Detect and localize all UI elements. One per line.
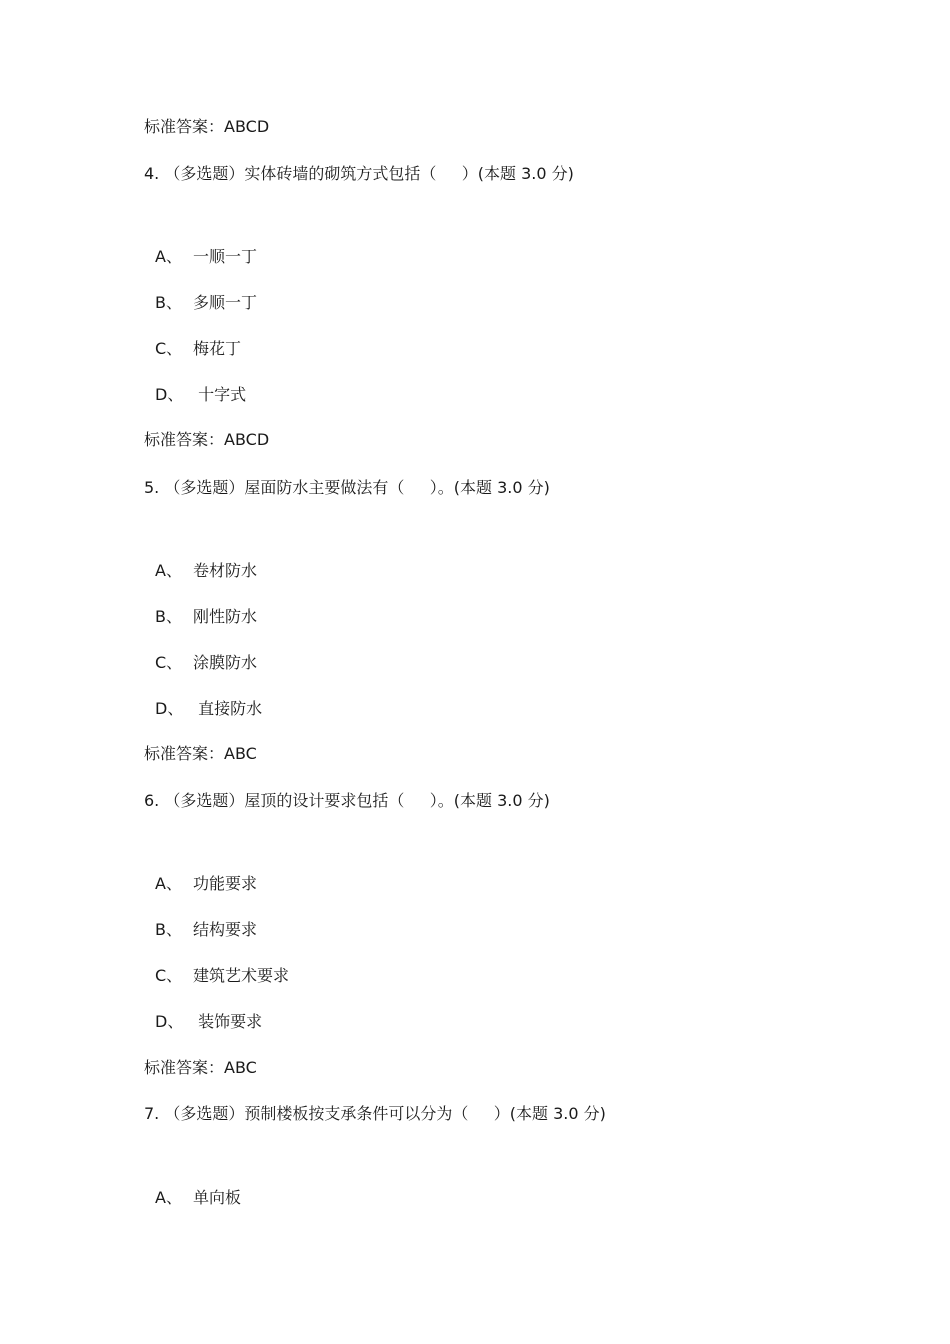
option-4c [155, 338, 241, 360]
option-4d [155, 384, 246, 406]
option-5c [155, 652, 257, 674]
option-6b [155, 919, 257, 941]
option-4b [155, 292, 257, 314]
question-6: 6. （多选题）屋顶的设计要求包括（ ）。(本题 3.0 分) [144, 791, 550, 810]
option-text: 单向板 [193, 1188, 242, 1207]
option-6d [155, 1011, 262, 1033]
question-7: 7. （多选题）预制楼板按支承条件可以分为（ ）(本题 3.0 分) [144, 1104, 606, 1123]
option-5d [155, 698, 262, 720]
option-text: 十字式 [193, 385, 247, 404]
option-letter: A、 [155, 247, 182, 266]
option-letter: C、 [155, 339, 183, 358]
option-text: 一顺一丁 [193, 247, 258, 266]
answer-line: 标准答案：ABC [144, 1058, 257, 1077]
answer-line: 标准答案：ABC [144, 744, 257, 763]
option-text: 多顺一丁 [193, 293, 258, 312]
option-text: 装饰要求 [193, 1012, 263, 1031]
option-letter: D、 [155, 385, 184, 404]
option-letter: B、 [155, 920, 182, 939]
option-text: 刚性防水 [193, 607, 258, 626]
option-letter: C、 [155, 966, 183, 985]
option-letter: A、 [155, 561, 182, 580]
option-text: 建筑艺术要求 [193, 966, 290, 985]
answer-line: 标准答案：ABCD [144, 430, 270, 449]
option-5a [155, 560, 257, 582]
question-4: 4. （多选题）实体砖墙的砌筑方式包括（ ）(本题 3.0 分) [144, 164, 574, 183]
option-6c [155, 965, 289, 987]
option-letter: B、 [155, 607, 182, 626]
question-5: 5. （多选题）屋面防水主要做法有（ ）。(本题 3.0 分) [144, 478, 550, 497]
option-7a [155, 1187, 241, 1209]
option-text: 结构要求 [193, 920, 258, 939]
option-text: 涂膜防水 [193, 653, 258, 672]
option-letter: D、 [155, 699, 184, 718]
option-5b [155, 606, 257, 628]
option-6a [155, 873, 257, 895]
option-text: 卷材防水 [193, 561, 258, 580]
option-text: 直接防水 [193, 699, 263, 718]
option-letter: A、 [155, 874, 182, 893]
option-letter: A、 [155, 1188, 182, 1207]
option-letter: C、 [155, 653, 183, 672]
option-text: 功能要求 [193, 874, 258, 893]
option-letter: B、 [155, 293, 182, 312]
answer-line: 标准答案：ABCD [144, 117, 270, 136]
option-4a [155, 246, 257, 268]
option-letter: D、 [155, 1012, 184, 1031]
option-text: 梅花丁 [193, 339, 242, 358]
